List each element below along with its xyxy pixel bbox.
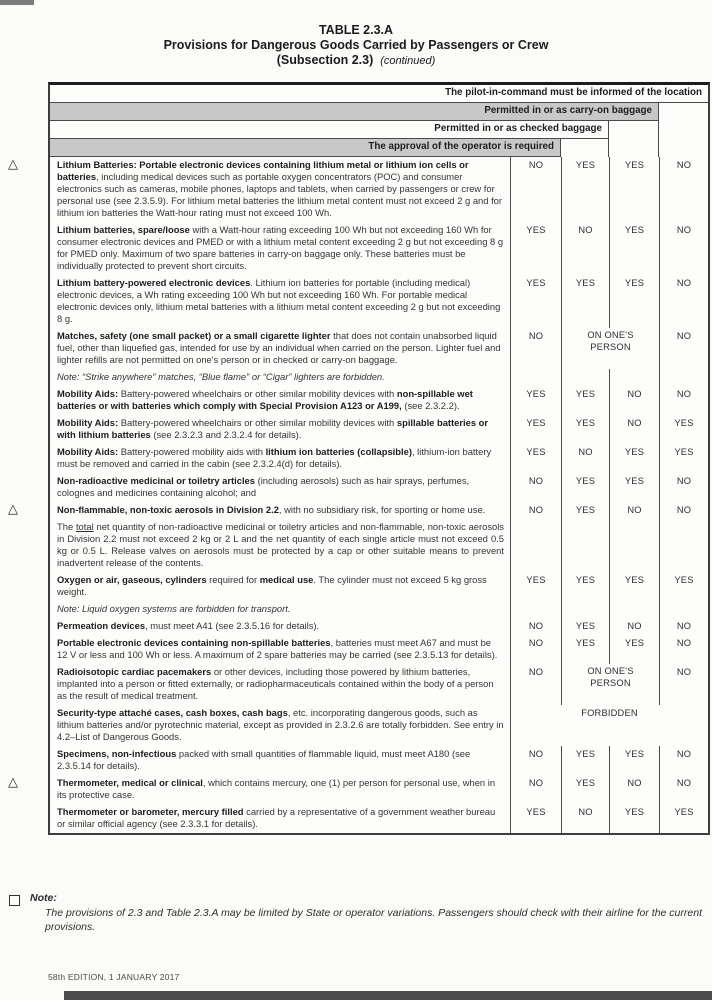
value-cell: YES — [609, 444, 659, 473]
value-cell: YES — [659, 572, 708, 601]
row-description — [50, 572, 511, 601]
triangle-marker-icon: △ — [8, 501, 18, 516]
description-segment: , lithium-ion battery must be removed and carried in the cabin (see 2.3.2.4(d) for details). — [57, 446, 492, 469]
table-body — [8, 156, 708, 833]
description-segment: (see 2.3.2.2). — [401, 400, 460, 411]
header-carry-on-baggage: Permitted in or as carry-on baggage — [50, 103, 659, 121]
value-cell: NO — [609, 386, 659, 415]
value-cell: NO — [659, 664, 708, 705]
value-cell: YES — [526, 575, 546, 585]
value-cell: YES — [561, 746, 609, 775]
value-cell: NO — [561, 222, 609, 275]
value-cell: NO — [561, 444, 609, 473]
value-cell: NO — [659, 157, 708, 222]
value-cell: NO — [528, 667, 544, 677]
table-row — [50, 635, 708, 664]
description-segment: packed with small quantities of flammable liquid, must meet A180 (see 2.3.5.14 for details). — [57, 748, 471, 771]
description-segment: Mobility Aids: — [57, 417, 119, 428]
row-description — [50, 444, 511, 473]
on-ones-person-value: ON ONE'S PERSON — [587, 330, 634, 352]
row-description — [50, 775, 511, 804]
row-description — [50, 328, 511, 369]
table-row — [50, 328, 708, 369]
description-segment: , which contains mercury, one (1) per person for personal use, when in its protective case. — [57, 777, 496, 800]
value-cell: NO — [609, 775, 659, 804]
value-cell — [659, 369, 708, 386]
value-cell: NO — [528, 476, 544, 486]
description-segment: required for — [206, 574, 260, 585]
description-segment: or other devices, including those powered by lithium batteries, implanted into a person or fitted externally, or radiopharmaceuticals contained within the body of a person as the result of medical treatment. — [57, 666, 494, 701]
value-cell — [561, 519, 609, 572]
table-row — [50, 444, 708, 473]
description-segment: Battery-powered wheelchairs or other similar mobility devices with — [118, 417, 397, 428]
table-row — [50, 601, 708, 618]
value-cell: NO — [528, 749, 544, 759]
value-cell: YES — [659, 444, 708, 473]
column-divider — [658, 121, 659, 157]
table-row — [50, 705, 708, 746]
row-description — [50, 386, 511, 415]
table-row — [8, 774, 708, 804]
value-cell: YES — [526, 418, 546, 428]
description-segment: , etc. incorporating dangerous goods, such as lithium batteries and/or pyrotechnic material, except as provided in 2.3.2.6 are totally forbidden. See entry in 4.2–List of Dangerous Goods. — [57, 707, 504, 742]
value-cell: YES — [526, 447, 546, 457]
row-description — [50, 473, 511, 502]
row-description — [50, 664, 511, 705]
provisions-table — [8, 82, 710, 835]
row-description — [50, 275, 511, 328]
value-cell: YES — [561, 386, 609, 415]
value-cell: YES — [561, 618, 609, 635]
value-cell: NO — [659, 775, 708, 804]
value-cell: YES — [609, 635, 659, 664]
description-segment: Battery-powered mobility aids with — [118, 446, 266, 457]
description-segment: Lithium batteries, spare/loose — [57, 224, 190, 235]
table-row — [50, 746, 708, 775]
table-number: TABLE 2.3.A — [318, 23, 394, 37]
column-divider — [608, 139, 609, 157]
description-segment: Oxygen or air, gaseous, cylinders — [57, 574, 207, 585]
table-row — [50, 415, 708, 444]
value-cell — [659, 601, 708, 618]
description-segment: Portable electronic devices containing non-spillable batteries — [57, 637, 331, 648]
value-cell: YES — [526, 389, 546, 399]
value-cell — [609, 601, 659, 618]
value-cell: NO — [528, 638, 544, 648]
header-pilot-in-command: The pilot-in-command must be informed of the location — [50, 85, 708, 103]
description-segment: Thermometer or barometer, mercury filled — [57, 806, 244, 817]
header-operator-approval: The approval of the operator is required — [50, 139, 561, 157]
table-row — [50, 804, 708, 833]
continued-label: (continued) — [380, 55, 436, 67]
value-cell: YES — [659, 415, 708, 444]
row-description — [50, 369, 511, 386]
description-segment: with a Watt-hour rating exceeding 100 Wh but not exceeding 160 Wh for consumer electronic devices and PMED or with a lithium metal content exceeding 2 g but not exceeding 8 g for PMED only. Maximum of two spare batteries in carry-on baggage only. These batteries must be individually protected to prevent short circuits. — [57, 224, 504, 271]
value-cell: NO — [659, 473, 708, 502]
value-cell: YES — [561, 157, 609, 222]
value-cell — [561, 369, 609, 386]
value-cell: NO — [659, 222, 708, 275]
value-cell — [609, 519, 659, 572]
description-segment: Note: Liquid oxygen systems are forbidden for transport. — [57, 603, 291, 614]
value-cell: NO — [659, 275, 708, 328]
value-cell: NO — [528, 778, 544, 788]
triangle-marker-icon: △ — [8, 774, 18, 789]
row-description — [50, 746, 511, 775]
page-title — [0, 23, 712, 69]
edition-footer: 58th EDITION, 1 JANUARY 2017 — [48, 972, 180, 982]
description-segment: (including aerosols) such as hair sprays, perfumes, colognes and medicines containing alcohol; and — [57, 475, 470, 498]
scan-artifact — [0, 0, 34, 5]
description-segment: medical use — [259, 574, 314, 585]
description-segment: Specimens, non-infectious — [57, 748, 177, 759]
row-description — [50, 804, 511, 833]
page-bottom-bar — [64, 991, 712, 1000]
value-cell: NO — [609, 415, 659, 444]
description-segment: lithium ion batteries (collapsible) — [265, 446, 412, 457]
value-cell: YES — [526, 278, 546, 288]
value-cell: NO — [609, 618, 659, 635]
table-header — [50, 85, 708, 157]
value-cell — [511, 601, 561, 618]
value-cell: NO — [659, 502, 708, 519]
value-cell — [511, 369, 561, 386]
value-cell: NO — [528, 621, 544, 631]
row-description — [50, 157, 511, 222]
table-title: Provisions for Dangerous Goods Carried by Passengers or Crew — [163, 38, 549, 52]
value-cell: YES — [609, 572, 659, 601]
value-cell: NO — [659, 386, 708, 415]
value-cell: YES — [526, 225, 546, 235]
value-cell: YES — [609, 222, 659, 275]
table-row — [50, 618, 708, 635]
value-cell: NO — [659, 618, 708, 635]
table-subtitle: (Subsection 2.3) (continued) — [276, 53, 436, 67]
description-segment: Non-radioactive medicinal or toiletry articles — [57, 475, 255, 486]
description-segment: Radioisotopic cardiac pacemakers — [57, 666, 212, 677]
value-cell: YES — [561, 275, 609, 328]
description-segment: Battery-powered wheelchairs or other similar mobility devices with — [118, 388, 397, 399]
description-segment: Permeation devices — [57, 620, 146, 631]
value-cell-span — [561, 328, 659, 369]
table-row — [50, 222, 708, 275]
description-segment: Non-flammable, non-toxic aerosols in Division 2.2 — [57, 504, 279, 515]
row-description — [50, 618, 511, 635]
row-description — [50, 415, 511, 444]
value-cell: NO — [561, 804, 609, 833]
value-cell: YES — [561, 473, 609, 502]
value-cell: NO — [659, 746, 708, 775]
value-cell-span — [561, 664, 659, 705]
value-cell: YES — [609, 473, 659, 502]
description-segment: , batteries must meet A67 and must be 12 V or less and 100 Wh or less. A maximum of 2 spare batteries may be carried (see 2.3.5.13 for details). — [57, 637, 498, 660]
value-cell — [609, 369, 659, 386]
table-row — [50, 519, 708, 572]
value-cell: NO — [659, 328, 708, 369]
footnote — [30, 891, 708, 935]
value-cell: YES — [561, 415, 609, 444]
description-segment: Lithium Batteries: Portable electronic devices containing lithium metal or lithium ion cells or batteries — [57, 159, 469, 182]
description-segment: Mobility Aids: — [57, 446, 119, 457]
value-cell: NO — [528, 505, 544, 515]
description-segment: Thermometer, medical or clinical — [57, 777, 203, 788]
description-segment: Note: “Strike anywhere” matches, “Blue flame” or “Cigar” lighters are forbidden. — [57, 371, 385, 382]
row-description — [50, 502, 511, 519]
description-segment: net quantity of non-radioactive medicinal or toiletry articles and non-flammable, non-toxic aerosols in Division 2.2 must not exceed 2 kg or 2 L and the net quantity of each single article must not exceed 0.5 kg or 0.5 L. Release valves on aerosols must be protected by a cap or other suitable means to prevent inadvertent release of the contents. — [57, 521, 504, 568]
value-cell: NO — [609, 502, 659, 519]
footnote-text: The provisions of 2.3 and Table 2.3.A may be limited by State or operator variations. Passengers should check with their airline for the current provisions. — [45, 906, 702, 933]
row-description — [50, 519, 511, 572]
value-cell: YES — [609, 804, 659, 833]
value-cell: YES — [561, 775, 609, 804]
table-row — [50, 664, 708, 705]
row-description — [50, 705, 511, 746]
value-cell: YES — [609, 746, 659, 775]
description-segment: The — [57, 521, 76, 532]
description-segment: Matches, safety (one small packet) or a small cigarette lighter — [57, 330, 331, 341]
table-row — [50, 386, 708, 415]
value-cell: YES — [561, 502, 609, 519]
description-segment: , with no subsidiary risk, for sporting or home use. — [278, 504, 486, 515]
triangle-marker-icon: △ — [8, 156, 18, 171]
description-segment: Security-type attaché cases, cash boxes, cash bags — [57, 707, 288, 718]
table-row — [50, 369, 708, 386]
description-segment: , including medical devices such as portable oxygen concentrators (POC) and consumer electronics such as cameras, mobile phones, laptops and tablets, when carried by passengers or crew for personal use (see 2.3.5.9). For lithium metal batteries the lithium metal content must not exceed 2 g and for lithium ion batteries the Watt-hour rating must not exceed 100 Wh. — [57, 171, 503, 218]
row-description — [50, 601, 511, 618]
table-row — [50, 275, 708, 328]
description-segment: . The cylinder must not exceed 5 kg gross weight. — [57, 574, 487, 597]
description-segment: Mobility Aids: — [57, 388, 119, 399]
description-segment: Lithium battery-powered electronic devices — [57, 277, 251, 288]
description-segment: that does not contain unabsorbed liquid fuel, other than liquefied gas, intended for use by an individual when carried on the person. Lighter fuel and lighter refills are not permitted on one's person or in checked or carry-on baggage. — [57, 330, 501, 365]
table-row — [50, 473, 708, 502]
row-description — [50, 635, 511, 664]
footnote-label: Note: — [30, 892, 57, 904]
value-cell: YES — [561, 572, 609, 601]
row-description — [50, 222, 511, 275]
value-cell — [659, 519, 708, 572]
description-segment: non-spillable wet batteries or with batteries which comply with Special Provision A123 or A199, — [57, 388, 473, 411]
table-row — [8, 156, 708, 222]
description-segment: spillable batteries or with lithium batteries — [57, 417, 489, 440]
table-row — [50, 572, 708, 601]
value-cell: YES — [561, 635, 609, 664]
value-cell — [561, 601, 609, 618]
description-segment: total — [75, 521, 94, 532]
description-segment: (see 2.3.2.3 and 2.3.2.4 for details). — [150, 429, 302, 440]
value-cell: YES — [609, 157, 659, 222]
header-checked-baggage: Permitted in or as checked baggage — [50, 121, 609, 139]
value-cell: YES — [659, 804, 708, 833]
on-ones-person-value: ON ONE'S PERSON — [587, 666, 634, 688]
table-row — [8, 501, 708, 519]
description-segment: , must meet A41 (see 2.3.5.16 for details). — [145, 620, 320, 631]
description-segment: . Lithium ion batteries for portable (including medical) electronic devices, a Wh rating exceeding 100 Wh but not exceeding 160 Wh. For portable medical electronic devices only, lithium metal batteries with a lithium metal content exceeding 2 g but not exceeding 8 g. — [57, 277, 501, 324]
value-cell: NO — [528, 331, 544, 341]
value-cell: NO — [528, 160, 544, 170]
description-segment: carried by a representative of a government weather bureau or similar official agency (see 2.3.3.1 for details). — [57, 806, 496, 829]
value-cell: YES — [609, 275, 659, 328]
value-cell: YES — [526, 807, 546, 817]
square-marker-icon — [9, 895, 20, 906]
value-cell: NO — [659, 635, 708, 664]
value-cell — [511, 519, 561, 572]
forbidden-value: FORBIDDEN — [581, 708, 638, 718]
